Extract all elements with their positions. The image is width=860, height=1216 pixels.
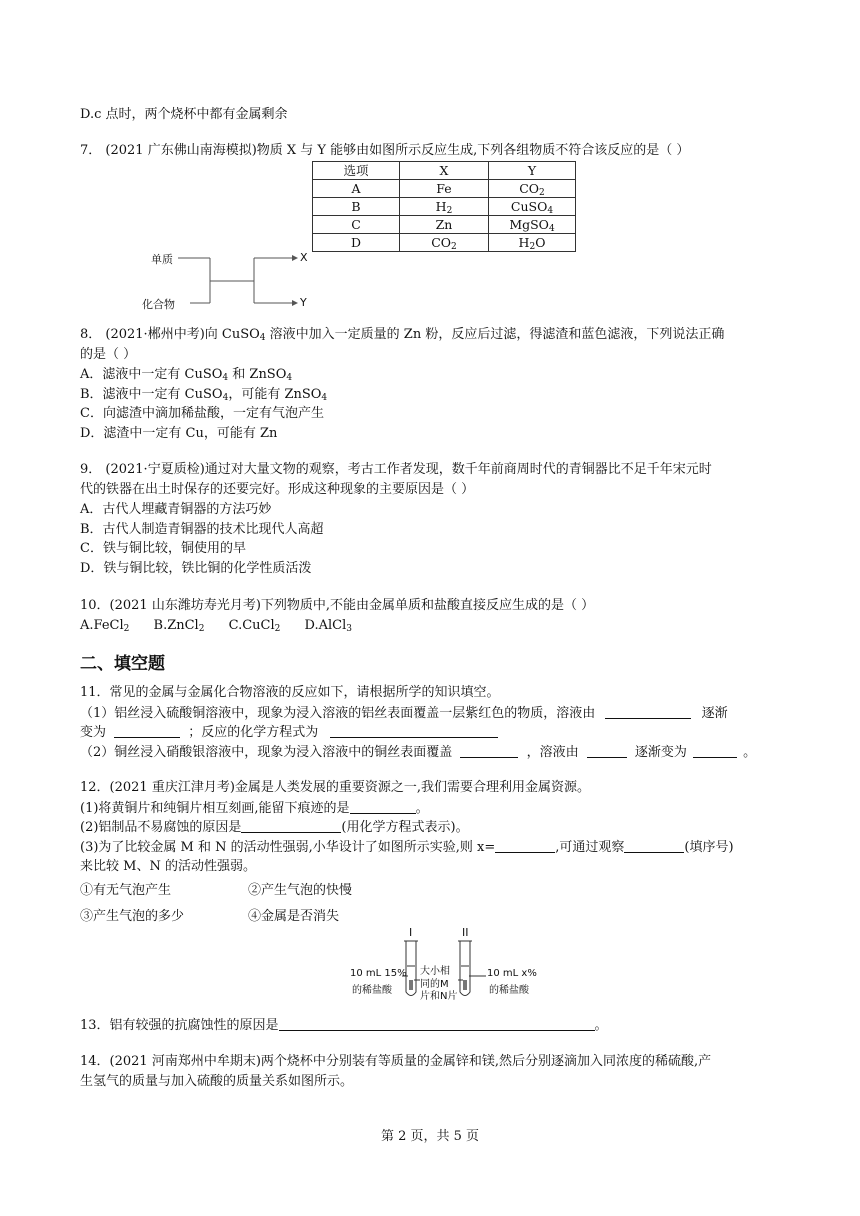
question-14: 14．(2021 河南郑州中牟期末)两个烧杯中分别装有等质量的金属锌和镁,然后分别逐滴加入同浓度的稀硫酸,产	[80, 1054, 712, 1069]
diagram-label-y: Y	[300, 296, 307, 309]
metal-label-2: 同的M	[420, 979, 449, 990]
question-12: 12．(2021 重庆江津月考)金属是人类发展的重要资源之一,我们需要合理利用金属资源。	[80, 780, 591, 795]
metal-label-3: 片和N片	[420, 991, 458, 1002]
question-8-cont: 的是（ ）	[80, 347, 137, 362]
q12-part-1: (1)将黄铜片和纯铜片相互刻画,能留下痕迹的是 。	[80, 801, 429, 816]
q8-option-c: C．向滤渣中滴加稀盐酸，一定有气泡产生	[80, 406, 324, 421]
q9-option-b: B．古代人制造青铜器的技术比现代人高超	[80, 522, 324, 537]
q9-option-a: A．古代人埋藏青铜器的方法巧妙	[80, 502, 272, 517]
q11-part-1: （1）铝丝浸入硫酸铜溶液中，现象为浸入溶液的铝丝表面覆盖一层紫红色的物质，溶液由 逐渐	[80, 706, 728, 721]
diagram-label-compound: 化合物	[142, 298, 175, 311]
q12-part-3: (3)为了比较金属 M 和 N 的活动性强弱,小华设计了如图所示实验,则 x= ,可通过观察 (填序号)	[80, 840, 734, 855]
table-row: B $H_2$ CuSO$_4$	[313, 198, 576, 216]
question-9: 9． (2021·宁夏质检)通过对大量文物的观察，考古工作者发现，数千年前商周时代的青铜器比不足千年宋元时	[80, 462, 712, 477]
diagram-label-x: X	[300, 251, 308, 264]
page-footer: 第 2 页，共 5 页	[380, 1129, 480, 1144]
q12-option-2: ②产生气泡的快慢	[248, 883, 353, 898]
section-heading: 二、填空题	[80, 654, 165, 674]
tube-label-1: I	[409, 926, 413, 939]
question-9-cont: 代的铁器在出土时保存的还要完好。形成这种现象的主要原因是（ ）	[80, 482, 475, 497]
right-acid-label-2: 的稀盐酸	[489, 985, 529, 996]
left-acid-label-1: 10 mL 15%	[350, 968, 407, 979]
q12-option-4: ④金属是否消失	[248, 909, 340, 924]
q8-option-d: D．滤渣中一定有 Cu，可能有 Zn	[80, 426, 278, 441]
question-10: 10．(2021 山东潍坊寿光月考)下列物质中,不能由金属单质和盐酸直接反应生成的是（ ）	[80, 598, 595, 613]
q11-part-1-cont: 变为 ；反应的化学方程式为	[80, 723, 498, 742]
q12-option-1: ①有无气泡产生	[80, 883, 172, 898]
q11-part-2: （2）铜丝浸入硝酸银溶液中，现象为浸入溶液中的铜丝表面覆盖 ，溶液由 逐渐变为 。	[80, 745, 757, 760]
q9-option-d: D．铁与铜比较，铁比铜的化学性质活泼	[80, 561, 312, 576]
table-row: A Fe $CO_2$	[313, 180, 576, 198]
question-11: 11．常见的金属与金属化合物溶液的反应如下，请根据所学的知识填空。	[80, 685, 500, 700]
question-14-cont: 生氢气的质量与加入硫酸的质量关系如图所示。	[80, 1074, 354, 1089]
metal-label-1: 大小相	[420, 966, 450, 977]
option-d-previous: D.c 点时，两个烧杯中都有金属剩余	[80, 107, 288, 122]
table-row: C Zn MgSO$_4$	[313, 216, 576, 234]
q12-option-3: ③产生气泡的多少	[80, 909, 185, 924]
q12-part-3-cont: 来比较 M、N 的活动性强弱。	[80, 859, 256, 874]
table-header: X	[400, 162, 489, 180]
table-header: Y	[489, 162, 576, 180]
table-row: D $CO_2$ $H_2O$	[313, 234, 576, 252]
diagram-label-element: 单质	[151, 253, 173, 266]
q8-option-b: B．滤液中一定有 CuSO$_4$，可能有 ZnSO$_4$	[80, 387, 328, 403]
right-acid-label-1: 10 mL x%	[487, 968, 537, 979]
q9-option-c: C．铁与铜比较，铜使用的早	[80, 541, 246, 556]
question-13: 13．铝有较强的抗腐蚀性的原因是 。	[80, 1018, 608, 1033]
table-header: 选项	[313, 162, 400, 180]
tube-label-2: II	[462, 926, 469, 939]
q12-part-2: (2)铝制品不易腐蚀的原因是 (用化学方程式表示)。	[80, 820, 469, 835]
q8-option-a: A．滤液中一定有 CuSO$_4$ 和 ZnSO$_4$	[80, 367, 293, 383]
question-8: 8． (2021·郴州中考)向 CuSO$_4$ 溶液中加入一定质量的 Zn 粉，反应后过滤，得滤渣和蓝色滤液，下列说法正确	[80, 327, 725, 343]
left-acid-label-2: 的稀盐酸	[352, 985, 392, 996]
q10-options: A.FeCl$_2$ B.ZnCl$_2$ C.CuCl$_2$ D.AlCl$_3$	[80, 618, 352, 634]
question-7: 7． (2021 广东佛山南海模拟)物质 X 与 Y 能够由如图所示反应生成,下列各组物质不符合该反应的是（ ）	[80, 143, 690, 158]
